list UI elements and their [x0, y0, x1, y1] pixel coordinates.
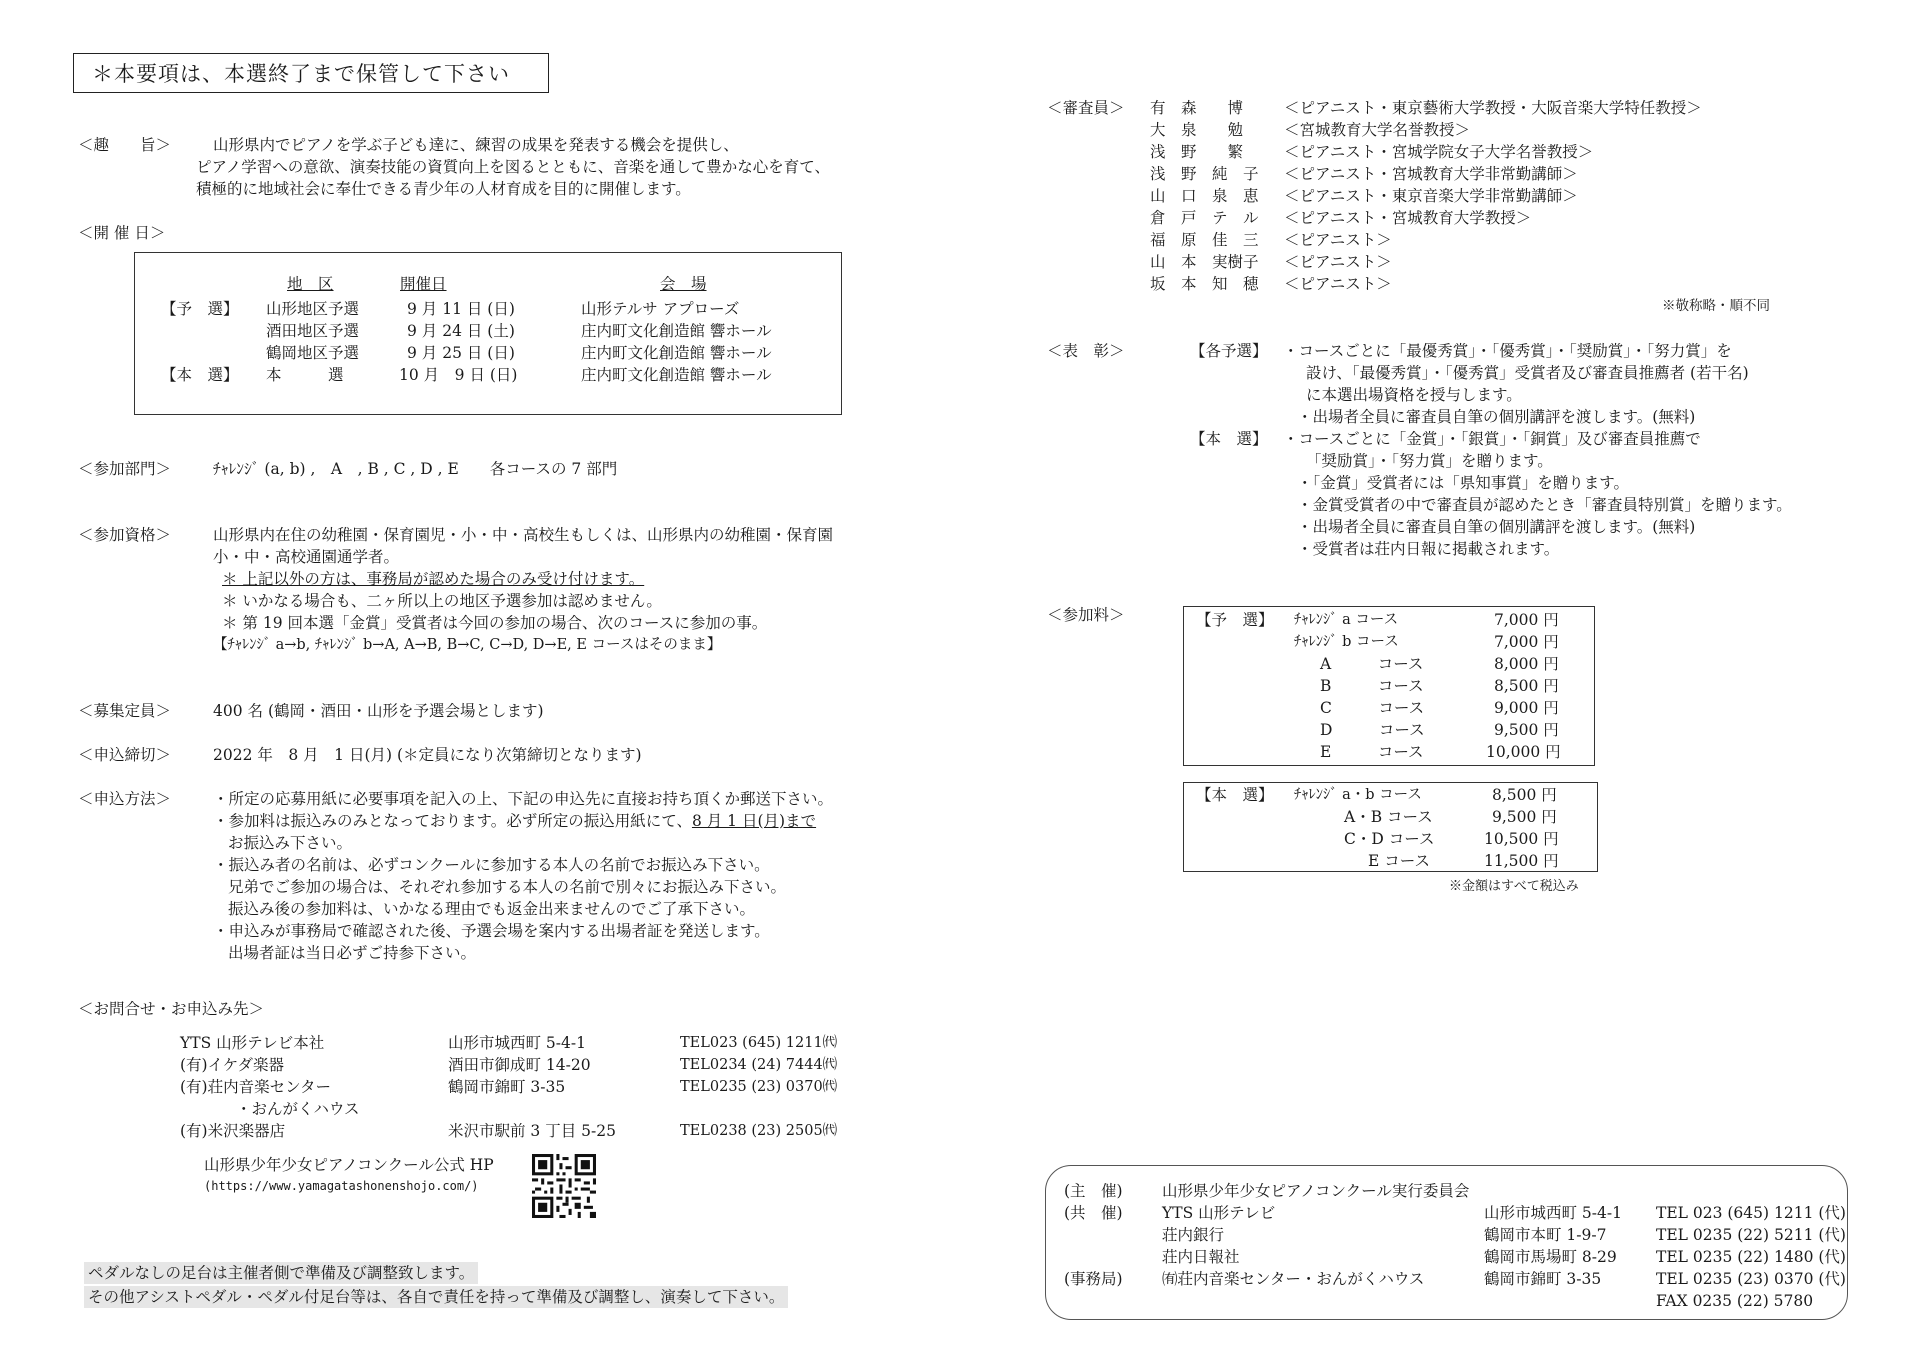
- eligibility-line: 小・中・高校通園通学者。: [213, 548, 400, 566]
- schedule-header-venue: 会 場: [660, 275, 707, 293]
- schedule-row-venue: 庄内町文化創造館 響ホール: [581, 344, 772, 362]
- organizer-tel: TEL 0235 (22) 5211 (代): [1656, 1226, 1846, 1244]
- judge-name: 倉 戸 テ ル: [1150, 209, 1259, 227]
- judge-name: 有 森 博: [1150, 99, 1244, 117]
- keep-notice: ＊本要項は、本選終了まで保管して下さい: [73, 53, 549, 93]
- schedule-row-date: 9 月 11 日 (日): [407, 300, 515, 318]
- fee-course: D コース: [1320, 721, 1425, 739]
- organizer-tel: TEL 023 (645) 1211 (代): [1656, 1204, 1846, 1222]
- deadline-text: 2022 年 8 月 1 日(月) (＊定員になり次第締切となります): [213, 746, 642, 764]
- qr-code[interactable]: [532, 1154, 596, 1218]
- fee-price: 10,000 円: [1486, 743, 1561, 761]
- schedule-row-venue: 庄内町文化創造館 響ホール: [581, 322, 772, 340]
- fee-course: C・D コース: [1344, 830, 1435, 848]
- organizer-name: ㈲荘内音楽センター・おんがくハウス: [1162, 1270, 1425, 1288]
- awards-line: ・出場者全員に審査員自筆の個別講評を渡します。(無料): [1297, 518, 1696, 536]
- purpose-line: 積極的に地域社会に奉仕できる青少年の人材育成を目的に開催します。: [196, 180, 691, 198]
- fees-prelim-label: 【予 選】: [1196, 611, 1274, 629]
- judges-note: ※敬称略・順不同: [1662, 298, 1770, 314]
- schedule-header-date: 開催日: [400, 275, 447, 293]
- eligibility-line: 山形県内在住の幼稚園・保育園児・小・中・高校生もしくは、山形県内の幼稚園・保育園: [213, 526, 834, 544]
- purpose-label: ＜趣 旨＞: [78, 136, 172, 154]
- deadline-label: ＜申込締切＞: [78, 746, 172, 764]
- method-line: [213, 810, 816, 832]
- organizer-name: 山形県少年少女ピアノコンクール実行委員会: [1162, 1182, 1470, 1200]
- divisions-text: ﾁｬﾚﾝｼﾞ (a, b) , A , B , C , D , E 各コースの 7 部門: [213, 460, 618, 478]
- fee-course: ﾁｬﾚﾝｼﾞ b コース: [1294, 634, 1399, 650]
- fee-price: 9,500 円: [1494, 721, 1559, 739]
- judge-name: 大 泉 勉: [1150, 121, 1244, 139]
- judge-title: ＜ピアニスト・東京音楽大学非常勤講師＞: [1284, 187, 1578, 205]
- method-label: ＜申込方法＞: [78, 790, 172, 808]
- fees-final-table: [1183, 782, 1598, 872]
- schedule-row-district: 山形地区予選: [266, 300, 360, 318]
- inquiry-tel: TEL0238 (23) 2505㈹: [680, 1123, 838, 1139]
- organizer-address: 山形市城西町 5-4-1: [1484, 1204, 1622, 1222]
- inquiry-address: 米沢市駅前 3 丁目 5-25: [448, 1122, 616, 1140]
- fee-course: E コース: [1320, 743, 1424, 761]
- judge-title: ＜ピアニスト＞: [1284, 253, 1392, 271]
- fee-price: 10,500 円: [1484, 830, 1559, 848]
- inquiry-tel: TEL0235 (23) 0370㈹: [680, 1079, 838, 1095]
- fees-prelim-table: [1183, 606, 1595, 766]
- method-line: ・申込みが事務局で確認された後、予選会場を案内する出場者証を発送します。: [213, 922, 770, 940]
- schedule-row-date: 9 月 25 日 (日): [407, 344, 515, 362]
- awards-line: に本選出場資格を授与します。: [1306, 386, 1522, 404]
- inquiry-name: (有)荘内音楽センター: [180, 1078, 331, 1096]
- judge-name: 山 口 泉 恵: [1150, 187, 1259, 205]
- awards-line: ・コースごとに「最優秀賞」・「優秀賞」・「奨励賞」・「努力賞」を: [1283, 342, 1732, 360]
- method-line: ・所定の応募用紙に必要事項を記入の上、下記の申込先に直接お持ち頂くか郵送下さい。: [213, 790, 834, 808]
- judge-title: ＜ピアニスト・宮城教育大学教授＞: [1284, 209, 1532, 227]
- awards-line: 設け、「最優秀賞」・「優秀賞」受賞者及び審査員推薦者 (若干名): [1306, 364, 1749, 382]
- organizer-name: 荘内銀行: [1162, 1226, 1225, 1244]
- purpose-line: ピアノ学習への意欲、演奏技能の資質向上を図るとともに、音楽を通して豊かな心を育て、: [196, 158, 830, 176]
- judge-title: ＜ピアニスト・宮城教育大学非常勤講師＞: [1284, 165, 1578, 183]
- purpose-line: 山形県内でピアノを学ぶ子ども達に、練習の成果を発表する機会を提供し、: [213, 136, 739, 154]
- organizer-role: (事務局): [1064, 1270, 1123, 1288]
- inquiry-label: ＜お問合せ・お申込み先＞: [78, 1000, 265, 1018]
- hp-title: 山形県少年少女ピアノコンクール公式 HP: [204, 1156, 494, 1174]
- inquiry-tel: TEL0234 (24) 7444㈹: [680, 1057, 838, 1073]
- judge-name: 浅 野 繁: [1150, 143, 1244, 161]
- pedal-note: その他アシストペダル・ペダル付足台等は、各自で責任を持って準備及び調整し、演奏して下さい。: [84, 1286, 788, 1308]
- awards-line: ・出場者全員に審査員自筆の個別講評を渡します。(無料): [1297, 408, 1696, 426]
- divisions-label: ＜参加部門＞: [78, 460, 172, 478]
- schedule-header-district: 地 区: [287, 275, 334, 293]
- eligibility-note: ＊ 第 19 回本選「金賞」受賞者は今回の参加の場合、次のコースに参加の事。: [222, 614, 768, 632]
- inquiry-address: 鶴岡市錦町 3-35: [448, 1078, 566, 1096]
- organizer-address: 鶴岡市本町 1-9-7: [1484, 1226, 1607, 1244]
- schedule-label: ＜開 催 日＞: [78, 224, 166, 242]
- hp-url: (https://www.yamagatashonenshojo.com/): [204, 1179, 479, 1193]
- awards-line: ・金賞受賞者の中で審査員が認めたとき「審査員特別賞」を贈ります。: [1297, 496, 1792, 514]
- fee-price: 11,500 円: [1484, 852, 1559, 870]
- judge-title: ＜宮城教育大学名誉教授＞: [1284, 121, 1471, 139]
- awards-prelim-label: 【各予選】: [1190, 342, 1268, 360]
- organizer-role: (共 催): [1064, 1204, 1123, 1222]
- judge-title: ＜ピアニスト・宮城学院女子大学名誉教授＞: [1284, 143, 1594, 161]
- schedule-table: [134, 252, 842, 415]
- method-deadline-emphasis: 8 月 1 日(月)まで: [691, 812, 817, 830]
- capacity-text: 400 名 (鶴岡・酒田・山形を予選会場とします): [213, 702, 544, 720]
- eligibility-note: ＊ 上記以外の方は、事務局が認めた場合のみ受け付けます。: [222, 570, 645, 588]
- inquiry-address: 酒田市御成町 14-20: [448, 1056, 591, 1074]
- organizer-role: (主 催): [1064, 1182, 1123, 1200]
- awards-line: ・コースごとに「金賞」・「銀賞」・「銅賞」及び審査員推薦で: [1283, 430, 1701, 448]
- inquiry-tel: TEL023 (645) 1211㈹: [680, 1035, 838, 1051]
- organizer-tel: TEL 0235 (22) 1480 (代): [1656, 1248, 1846, 1266]
- eligibility-label: ＜参加資格＞: [78, 526, 172, 544]
- judge-title: ＜ピアニスト＞: [1284, 231, 1392, 249]
- fees-final-label: 【本 選】: [1196, 786, 1274, 804]
- schedule-row-district: 本 選: [266, 366, 344, 384]
- schedule-row-date: 9 月 24 日 (土): [407, 322, 515, 340]
- judge-name: 福 原 佳 三: [1150, 231, 1259, 249]
- capacity-label: ＜募集定員＞: [78, 702, 172, 720]
- organizer-address: 鶴岡市錦町 3-35: [1484, 1270, 1602, 1288]
- fee-course: A コース: [1320, 655, 1424, 673]
- pedal-note: ペダルなしの足台は主催者側で準備及び調整致します。: [84, 1262, 478, 1284]
- awards-final-label: 【本 選】: [1190, 430, 1268, 448]
- inquiry-name: ・おんがくハウス: [236, 1100, 360, 1118]
- method-line: 兄弟でご参加の場合は、それぞれ参加する本人の名前で別々にお振込み下さい。: [228, 878, 787, 896]
- organizer-fax: FAX 0235 (22) 5780: [1656, 1292, 1814, 1310]
- organizer-name: 荘内日報社: [1162, 1248, 1240, 1266]
- method-line: ・振込み者の名前は、必ずコンクールに参加する本人の名前でお振込み下さい。: [213, 856, 770, 874]
- organizer-tel: TEL 0235 (23) 0370 (代): [1656, 1270, 1846, 1288]
- fee-price: 8,000 円: [1494, 655, 1559, 673]
- inquiry-name: YTS 山形テレビ本社: [180, 1034, 325, 1052]
- schedule-row-district: 酒田地区予選: [266, 322, 360, 340]
- qr-code-icon: [532, 1154, 596, 1218]
- fee-course: B コース: [1320, 677, 1424, 695]
- eligibility-course-rule: 【ﾁｬﾚﾝｼﾞ a→b, ﾁｬﾚﾝｼﾞ b→A, A→B, B→C, C→D, D→E, E コースはそのまま】: [213, 637, 722, 653]
- fee-course: ﾁｬﾚﾝｼﾞ a・b コース: [1294, 787, 1422, 803]
- schedule-row-type: 【本 選】: [161, 366, 239, 384]
- awards-label: ＜表 彰＞: [1047, 342, 1125, 360]
- eligibility-note: ＊ いかなる場合も、二ヶ所以上の地区予選参加は認めません。: [222, 592, 662, 610]
- schedule-row-venue: 庄内町文化創造館 響ホール: [581, 366, 772, 384]
- inquiry-address: 山形市城西町 5-4-1: [448, 1034, 586, 1052]
- fee-price: 8,500 円: [1492, 786, 1557, 804]
- awards-line: ・「金賞」受賞者には「県知事賞」を贈ります。: [1297, 474, 1630, 492]
- organizers-box: [1045, 1165, 1848, 1320]
- judges-label: ＜審査員＞: [1047, 99, 1125, 117]
- judge-name: 浅 野 純 子: [1150, 165, 1259, 183]
- awards-line: 「奨励賞」・「努力賞」を贈ります。: [1306, 452, 1553, 470]
- inquiry-name: (有)米沢楽器店: [180, 1122, 286, 1140]
- schedule-row-type: 【予 選】: [161, 300, 239, 318]
- fee-price: 8,500 円: [1494, 677, 1559, 695]
- awards-line: ・受賞者は荘内日報に掲載されます。: [1297, 540, 1560, 558]
- fee-course: E コース: [1368, 852, 1430, 870]
- judge-title: ＜ピアニスト＞: [1284, 275, 1392, 293]
- fee-price: 9,000 円: [1494, 699, 1559, 717]
- organizer-name: YTS 山形テレビ: [1162, 1204, 1276, 1222]
- fee-course: ﾁｬﾚﾝｼﾞ a コース: [1294, 612, 1399, 628]
- schedule-row-venue: 山形テルサ アプローズ: [581, 300, 740, 318]
- fees-note: ※金額はすべて税込み: [1449, 879, 1579, 894]
- judge-title: ＜ピアニスト・東京藝術大学教授・大阪音楽大学特任教授＞: [1284, 99, 1702, 117]
- fee-price: 7,000 円: [1494, 633, 1559, 651]
- fees-label: ＜参加料＞: [1047, 606, 1125, 624]
- method-line: 出場者証は当日必ずご持参下さい。: [228, 944, 477, 962]
- fee-course: A・B コース: [1344, 808, 1433, 826]
- judge-name: 山 本 実樹子: [1150, 253, 1259, 271]
- fee-price: 7,000 円: [1494, 611, 1559, 629]
- organizer-address: 鶴岡市馬場町 8-29: [1484, 1248, 1617, 1266]
- method-line-text: ・参加料は振込みのみとなっております。必ず所定の振込用紙にて、: [213, 812, 692, 830]
- method-line: お振込み下さい。: [228, 834, 353, 852]
- judge-name: 坂 本 知 穂: [1150, 275, 1259, 293]
- schedule-row-district: 鶴岡地区予選: [266, 344, 360, 362]
- fee-course: C コース: [1320, 699, 1425, 717]
- fee-price: 9,500 円: [1492, 808, 1557, 826]
- schedule-row-date: 10 月 9 日 (日): [399, 366, 518, 384]
- method-line: 振込み後の参加料は、いかなる理由でも返金出来ませんのでご了承下さい。: [228, 900, 756, 918]
- inquiry-name: (有)イケダ楽器: [180, 1056, 285, 1074]
